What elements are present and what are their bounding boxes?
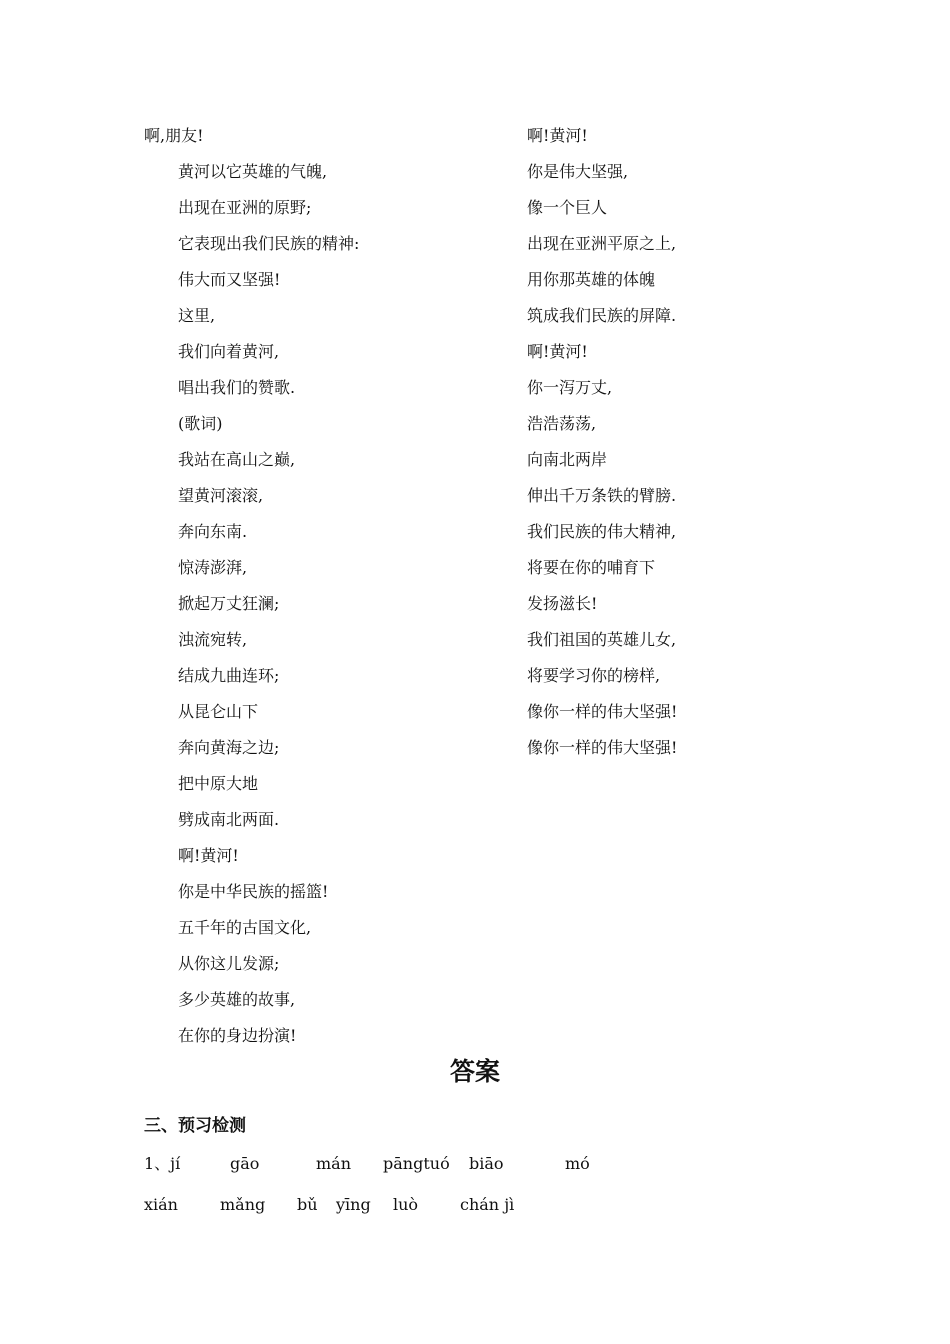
answers-title: 答案 — [449, 1057, 500, 1086]
poem-line: 伟大而又坚强! — [178, 270, 281, 289]
poem-line: 惊涛澎湃, — [178, 558, 248, 577]
poem-line: 我们祖国的英雄儿女, — [527, 630, 677, 649]
section-heading: 三、预习检测 — [144, 1116, 246, 1136]
poem-line: 你是伟大坚强, — [527, 162, 629, 181]
poem-line: 啊!黄河! — [178, 846, 239, 865]
answer-item: 1、jí — [144, 1154, 181, 1173]
poem-line: 劈成南北两面. — [178, 810, 280, 829]
poem-line: 奔向黄海之边; — [178, 738, 280, 757]
poem-line: 把中原大地 — [178, 774, 259, 793]
answer-item: biāo — [469, 1154, 504, 1173]
poem-line: 我们民族的伟大精神, — [527, 522, 677, 541]
answer-item: mó — [565, 1154, 590, 1173]
poem-line: 发扬滋长! — [527, 594, 598, 613]
poem-line: 像你一样的伟大坚强! — [527, 702, 678, 721]
poem-line: 像你一样的伟大坚强! — [527, 738, 678, 757]
poem-line: 望黄河滚滚, — [178, 486, 264, 505]
poem-line: 这里, — [178, 306, 216, 325]
poem-line: 从你这儿发源; — [178, 954, 280, 973]
poem-line: 奔向东南. — [178, 522, 248, 541]
poem-line: 出现在亚洲的原野; — [178, 198, 312, 217]
poem-line: 筑成我们民族的屏障. — [527, 306, 677, 325]
answer-item: mǎng — [220, 1195, 266, 1214]
poem-line: 啊!黄河! — [527, 126, 588, 145]
poem-right-column — [527, 118, 677, 766]
answer-item: gāo — [230, 1154, 260, 1173]
poem-line: 掀起万丈狂澜; — [178, 594, 280, 613]
poem-line: 你是中华民族的摇篮! — [178, 882, 329, 901]
poem-line: 黄河以它英雄的气魄, — [178, 162, 328, 181]
poem-line: 你一泻万丈, — [527, 378, 613, 397]
poem-line: 它表现出我们民族的精神: — [178, 234, 360, 253]
poem-line: 啊,朋友! — [144, 126, 204, 145]
poem-line: 浩浩荡荡, — [527, 414, 597, 433]
poem-line: 我们向着黄河, — [178, 342, 280, 361]
poem-line: 从昆仑山下 — [178, 702, 259, 721]
answer-item: bǔ — [297, 1195, 318, 1214]
poem-line: 出现在亚洲平原之上, — [527, 234, 677, 253]
poem-line: 伸出千万条铁的臂膀. — [527, 486, 677, 505]
answer-item: mán — [316, 1154, 352, 1173]
answer-item: xián — [144, 1195, 178, 1214]
poem-line: 唱出我们的赞歌. — [178, 378, 296, 397]
poem-line: 多少英雄的故事, — [178, 990, 296, 1009]
poem-line: 像一个巨人 — [527, 198, 608, 217]
poem-line: 啊!黄河! — [527, 342, 588, 361]
poem-line: (歌词) — [178, 414, 223, 433]
poem-line: 我站在高山之巅, — [178, 450, 296, 469]
poem-line: 向南北两岸 — [527, 450, 608, 469]
answer-item: yīng — [336, 1195, 371, 1214]
poem-line: 将要在你的哺育下 — [527, 558, 656, 577]
poem-line: 浊流宛转, — [178, 630, 248, 649]
answer-item: luò — [393, 1195, 419, 1214]
answer-item: chán jì — [460, 1195, 515, 1214]
poem-line: 用你那英雄的体魄 — [527, 270, 656, 289]
poem-line: 结成九曲连环; — [178, 666, 280, 685]
poem-line: 在你的身边扮演! — [178, 1026, 297, 1045]
answer-item: pāngtuó — [383, 1154, 450, 1173]
poem-line: 五千年的古国文化, — [178, 918, 312, 937]
poem-line: 将要学习你的榜样, — [527, 666, 661, 685]
poem-left-column — [144, 118, 359, 1054]
